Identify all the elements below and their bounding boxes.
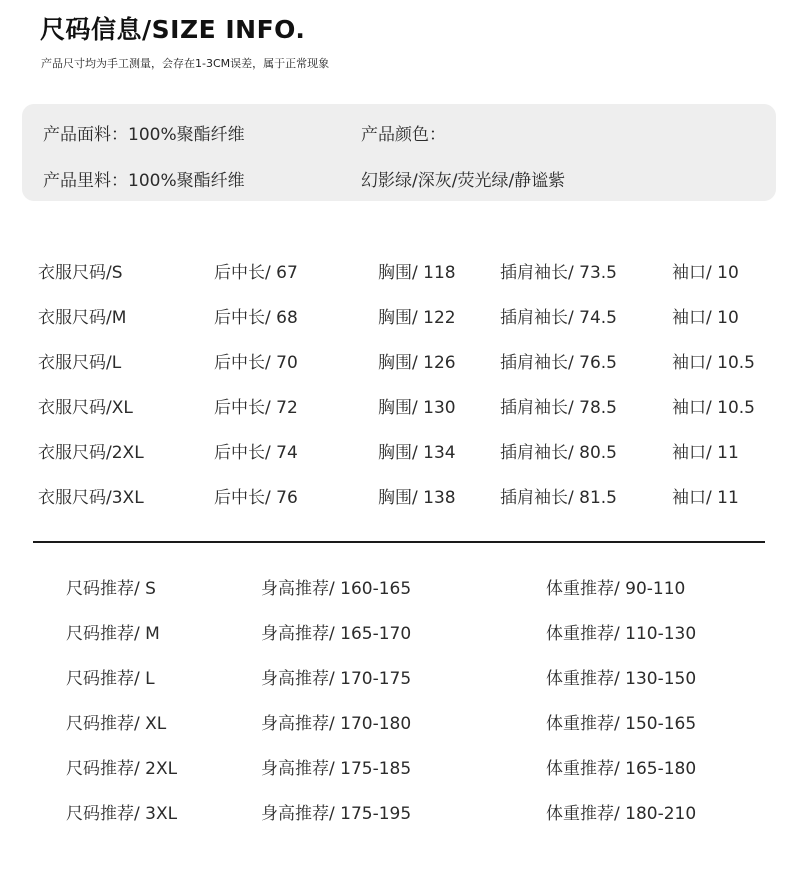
recommended-weight-cell: 体重推荐/ 90-110	[546, 579, 686, 599]
recommended-height-cell: 身高推荐/ 175-195	[261, 804, 412, 824]
page-title: 尺码信息/SIZE INFO.	[40, 15, 306, 44]
recommended-size-cell: 尺码推荐/ M	[66, 624, 160, 644]
recommendation-row	[0, 619, 790, 649]
cuff-cell: 袖口/ 11	[672, 488, 739, 508]
recommendation-row	[0, 574, 790, 604]
product-info-box	[22, 104, 776, 201]
recommended-weight-cell: 体重推荐/ 110-130	[546, 624, 697, 644]
back-length-cell: 后中长/ 76	[214, 488, 298, 508]
chest-cell: 胸围/ 138	[378, 488, 456, 508]
cuff-cell: 袖口/ 10.5	[672, 353, 755, 373]
chest-cell: 胸围/ 122	[378, 308, 456, 328]
recommended-height-cell: 身高推荐/ 175-185	[261, 759, 412, 779]
back-length-cell: 后中长/ 67	[214, 263, 298, 283]
back-length-cell: 后中长/ 68	[214, 308, 298, 328]
sleeve-length-cell: 插肩袖长/ 76.5	[500, 353, 617, 373]
size-cell: 衣服尺码/M	[38, 308, 127, 328]
sleeve-length-cell: 插肩袖长/ 81.5	[500, 488, 617, 508]
sleeve-length-cell: 插肩袖长/ 73.5	[500, 263, 617, 283]
size-cell: 衣服尺码/XL	[38, 398, 133, 418]
recommended-weight-cell: 体重推荐/ 180-210	[546, 804, 697, 824]
size-row	[0, 348, 790, 378]
recommendation-row	[0, 664, 790, 694]
chest-cell: 胸围/ 130	[378, 398, 456, 418]
recommended-size-cell: 尺码推荐/ L	[66, 669, 155, 689]
back-length-cell: 后中长/ 72	[214, 398, 298, 418]
color-options: 幻影绿/深灰/荧光绿/静谧紫	[361, 171, 566, 191]
back-length-cell: 后中长/ 70	[214, 353, 298, 373]
size-row	[0, 393, 790, 423]
chest-cell: 胸围/ 134	[378, 443, 456, 463]
size-cell: 衣服尺码/2XL	[38, 443, 144, 463]
fabric-info: 产品面料：100%聚酯纤维	[43, 125, 245, 145]
recommended-size-cell: 尺码推荐/ 2XL	[66, 759, 178, 779]
recommended-size-cell: 尺码推荐/ S	[66, 579, 156, 599]
measurement-note: 产品尺寸均为手工测量，会存在1-3CM误差，属于正常现象	[41, 57, 330, 70]
cuff-cell: 袖口/ 11	[672, 443, 739, 463]
recommendation-row	[0, 709, 790, 739]
recommendation-row	[0, 754, 790, 784]
recommended-height-cell: 身高推荐/ 165-170	[261, 624, 412, 644]
size-cell: 衣服尺码/3XL	[38, 488, 144, 508]
lining-info: 产品里料：100%聚酯纤维	[43, 171, 245, 191]
size-cell: 衣服尺码/S	[38, 263, 123, 283]
cuff-cell: 袖口/ 10.5	[672, 398, 755, 418]
size-row	[0, 303, 790, 333]
recommended-weight-cell: 体重推荐/ 150-165	[546, 714, 697, 734]
size-row	[0, 258, 790, 288]
chest-cell: 胸围/ 118	[378, 263, 456, 283]
cuff-cell: 袖口/ 10	[672, 263, 739, 283]
section-divider	[33, 541, 765, 543]
back-length-cell: 后中长/ 74	[214, 443, 298, 463]
chest-cell: 胸围/ 126	[378, 353, 456, 373]
cuff-cell: 袖口/ 10	[672, 308, 739, 328]
size-row	[0, 438, 790, 468]
sleeve-length-cell: 插肩袖长/ 80.5	[500, 443, 617, 463]
recommended-height-cell: 身高推荐/ 160-165	[261, 579, 412, 599]
recommended-size-cell: 尺码推荐/ 3XL	[66, 804, 178, 824]
recommendation-row	[0, 799, 790, 829]
size-cell: 衣服尺码/L	[38, 353, 122, 373]
recommended-size-cell: 尺码推荐/ XL	[66, 714, 167, 734]
recommended-height-cell: 身高推荐/ 170-180	[261, 714, 412, 734]
recommended-weight-cell: 体重推荐/ 130-150	[546, 669, 697, 689]
sleeve-length-cell: 插肩袖长/ 78.5	[500, 398, 617, 418]
sleeve-length-cell: 插肩袖长/ 74.5	[500, 308, 617, 328]
recommended-height-cell: 身高推荐/ 170-175	[261, 669, 412, 689]
size-row	[0, 483, 790, 513]
recommended-weight-cell: 体重推荐/ 165-180	[546, 759, 697, 779]
color-label: 产品颜色：	[361, 125, 446, 145]
